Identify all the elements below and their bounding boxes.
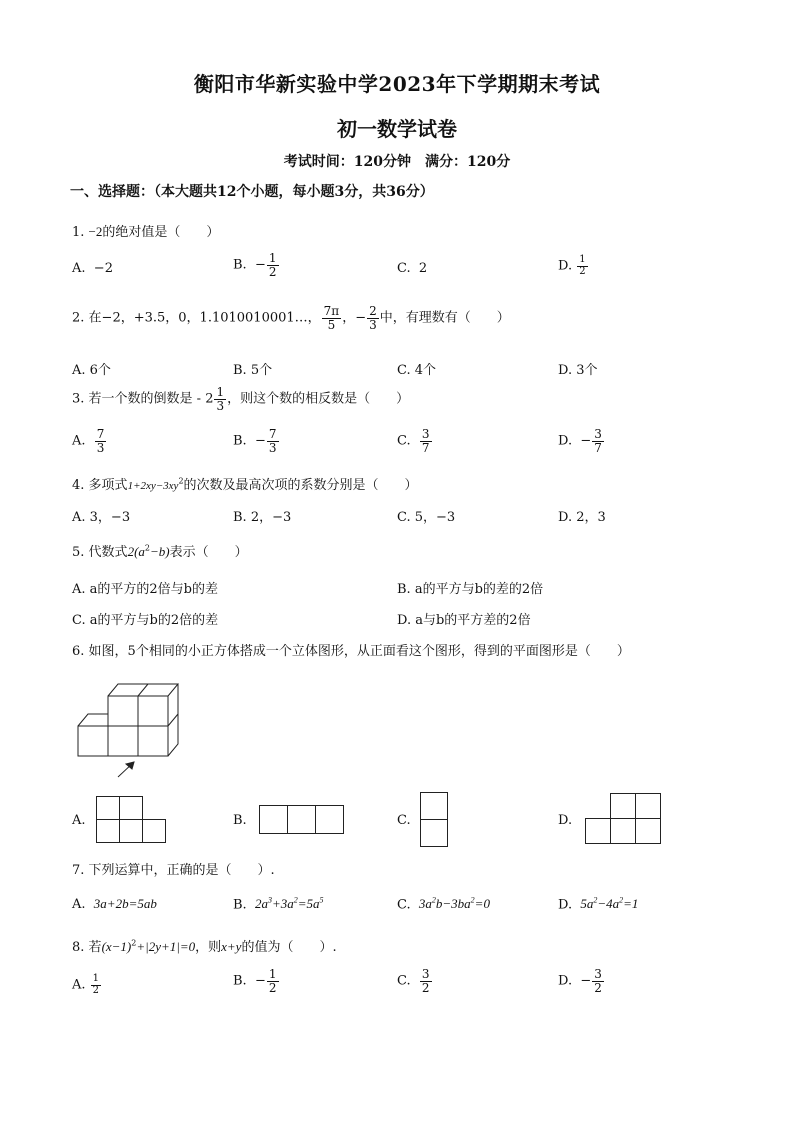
q6-option-a-figure[interactable]: [96, 796, 168, 844]
section-heading: 一、选择题：（本大题共12个小题，每小题3分，共36分）: [70, 184, 434, 200]
question-6: 6. 如图，5个相同的小正方体搭成一个立体图形，从正面看这个图形，得到的平面图形是（ ）: [72, 644, 630, 659]
q1-expr: −2: [88, 224, 103, 239]
q6-option-b-figure[interactable]: [259, 805, 347, 835]
q2-option-a[interactable]: A. 6个: [72, 363, 111, 378]
q1-option-c[interactable]: C. 2: [397, 261, 428, 276]
q7-option-b[interactable]: B. $2a^3+3a^2=5a^5$: [233, 896, 324, 913]
q4-option-a[interactable]: A. 3，−3: [72, 510, 131, 525]
q4-option-b[interactable]: B. 2，−3: [233, 510, 292, 525]
exam-title: 衡阳市华新实验中学2023年下学期期末考试: [193, 72, 601, 96]
q4-option-d[interactable]: D. 2，3: [558, 510, 606, 525]
q2-option-c[interactable]: C. 4个: [397, 363, 437, 378]
q2-option-d[interactable]: D. 3个: [558, 363, 598, 378]
q8-option-b[interactable]: B. − $\frac{1}{2}$: [233, 967, 277, 995]
q1-option-b[interactable]: B. − $\frac{1}{2}$: [233, 251, 277, 279]
exam-subtitle: 初一数学试卷: [337, 117, 457, 141]
q3-option-a[interactable]: A. $\frac{7}{3}$: [72, 427, 105, 455]
q4-option-c[interactable]: C. 5，−3: [397, 510, 456, 525]
q8-option-a[interactable]: A. $\frac{1}{2}$: [72, 973, 100, 996]
q7-option-c[interactable]: C. $3a^2b-3ba^2=0$: [397, 896, 490, 913]
q3-option-b[interactable]: B. − $\frac{7}{3}$: [233, 427, 277, 455]
question-7: 7. 下列运算中，正确的是（ ）.: [72, 863, 275, 878]
q5-option-b[interactable]: B. a的平方与b的差的2倍: [397, 582, 544, 597]
q7-option-d[interactable]: D. $5a^2-4a^2=1$: [558, 896, 639, 913]
cube-stack-figure: [74, 674, 186, 786]
q7-option-a[interactable]: A. 3a+2b=5ab: [72, 896, 157, 912]
q6-option-c-figure[interactable]: [420, 792, 448, 848]
q5-option-c[interactable]: C. a的平方与b的2倍的差: [72, 613, 219, 628]
q2-option-b[interactable]: B. 5个: [233, 363, 273, 378]
q6-option-d[interactable]: D.: [558, 813, 573, 828]
q6-option-d-figure[interactable]: [585, 793, 665, 845]
question-2: 2. 在−2，+3.5，0，1.1010010001…， $\frac{7\pi}{5}$ ，− $\frac{2}{3}$ 中，有理数有（ ）: [72, 304, 510, 332]
q8-option-d[interactable]: D. − $\frac{3}{2}$: [558, 967, 602, 995]
q1-option-d[interactable]: D. $\frac{1}{2}$: [558, 254, 586, 277]
question-8: 8. 若$(x-1)^2+|2y+1|=0$，则x+y的值为（ ）.: [72, 938, 337, 955]
q6-option-a[interactable]: A.: [72, 813, 86, 828]
q8-option-c[interactable]: C. $\frac{3}{2}$: [397, 967, 430, 995]
q6-option-b[interactable]: B.: [233, 813, 247, 828]
q6-option-c[interactable]: C.: [397, 813, 411, 828]
exam-info: 考试时间：120分钟 满分：120分: [283, 154, 511, 170]
q1-text: 的绝对值是（ ）: [102, 225, 220, 240]
question-5: 5. 代数式$2(a^2-b)$表示（ ）: [72, 543, 248, 560]
q5-option-a[interactable]: A. a的平方的2倍与b的差: [72, 582, 218, 597]
question-4: 4. 多项式$1+2xy-3xy^2$的次数及最高次项的系数分别是（ ）: [72, 476, 418, 493]
q3-option-c[interactable]: C. $\frac{3}{7}$: [397, 427, 430, 455]
q5-option-d[interactable]: D. a与b的平方差的2倍: [397, 613, 531, 628]
question-1: [72, 221, 219, 240]
q3-option-d[interactable]: D. − $\frac{3}{7}$: [558, 427, 602, 455]
q1-option-a[interactable]: A. −2: [72, 261, 113, 276]
question-3: 3. 若一个数的倒数是 - 2 $\frac{1}{3}$ ，则这个数的相反数是（ ）: [72, 385, 410, 413]
question-number: 1.: [72, 225, 85, 240]
